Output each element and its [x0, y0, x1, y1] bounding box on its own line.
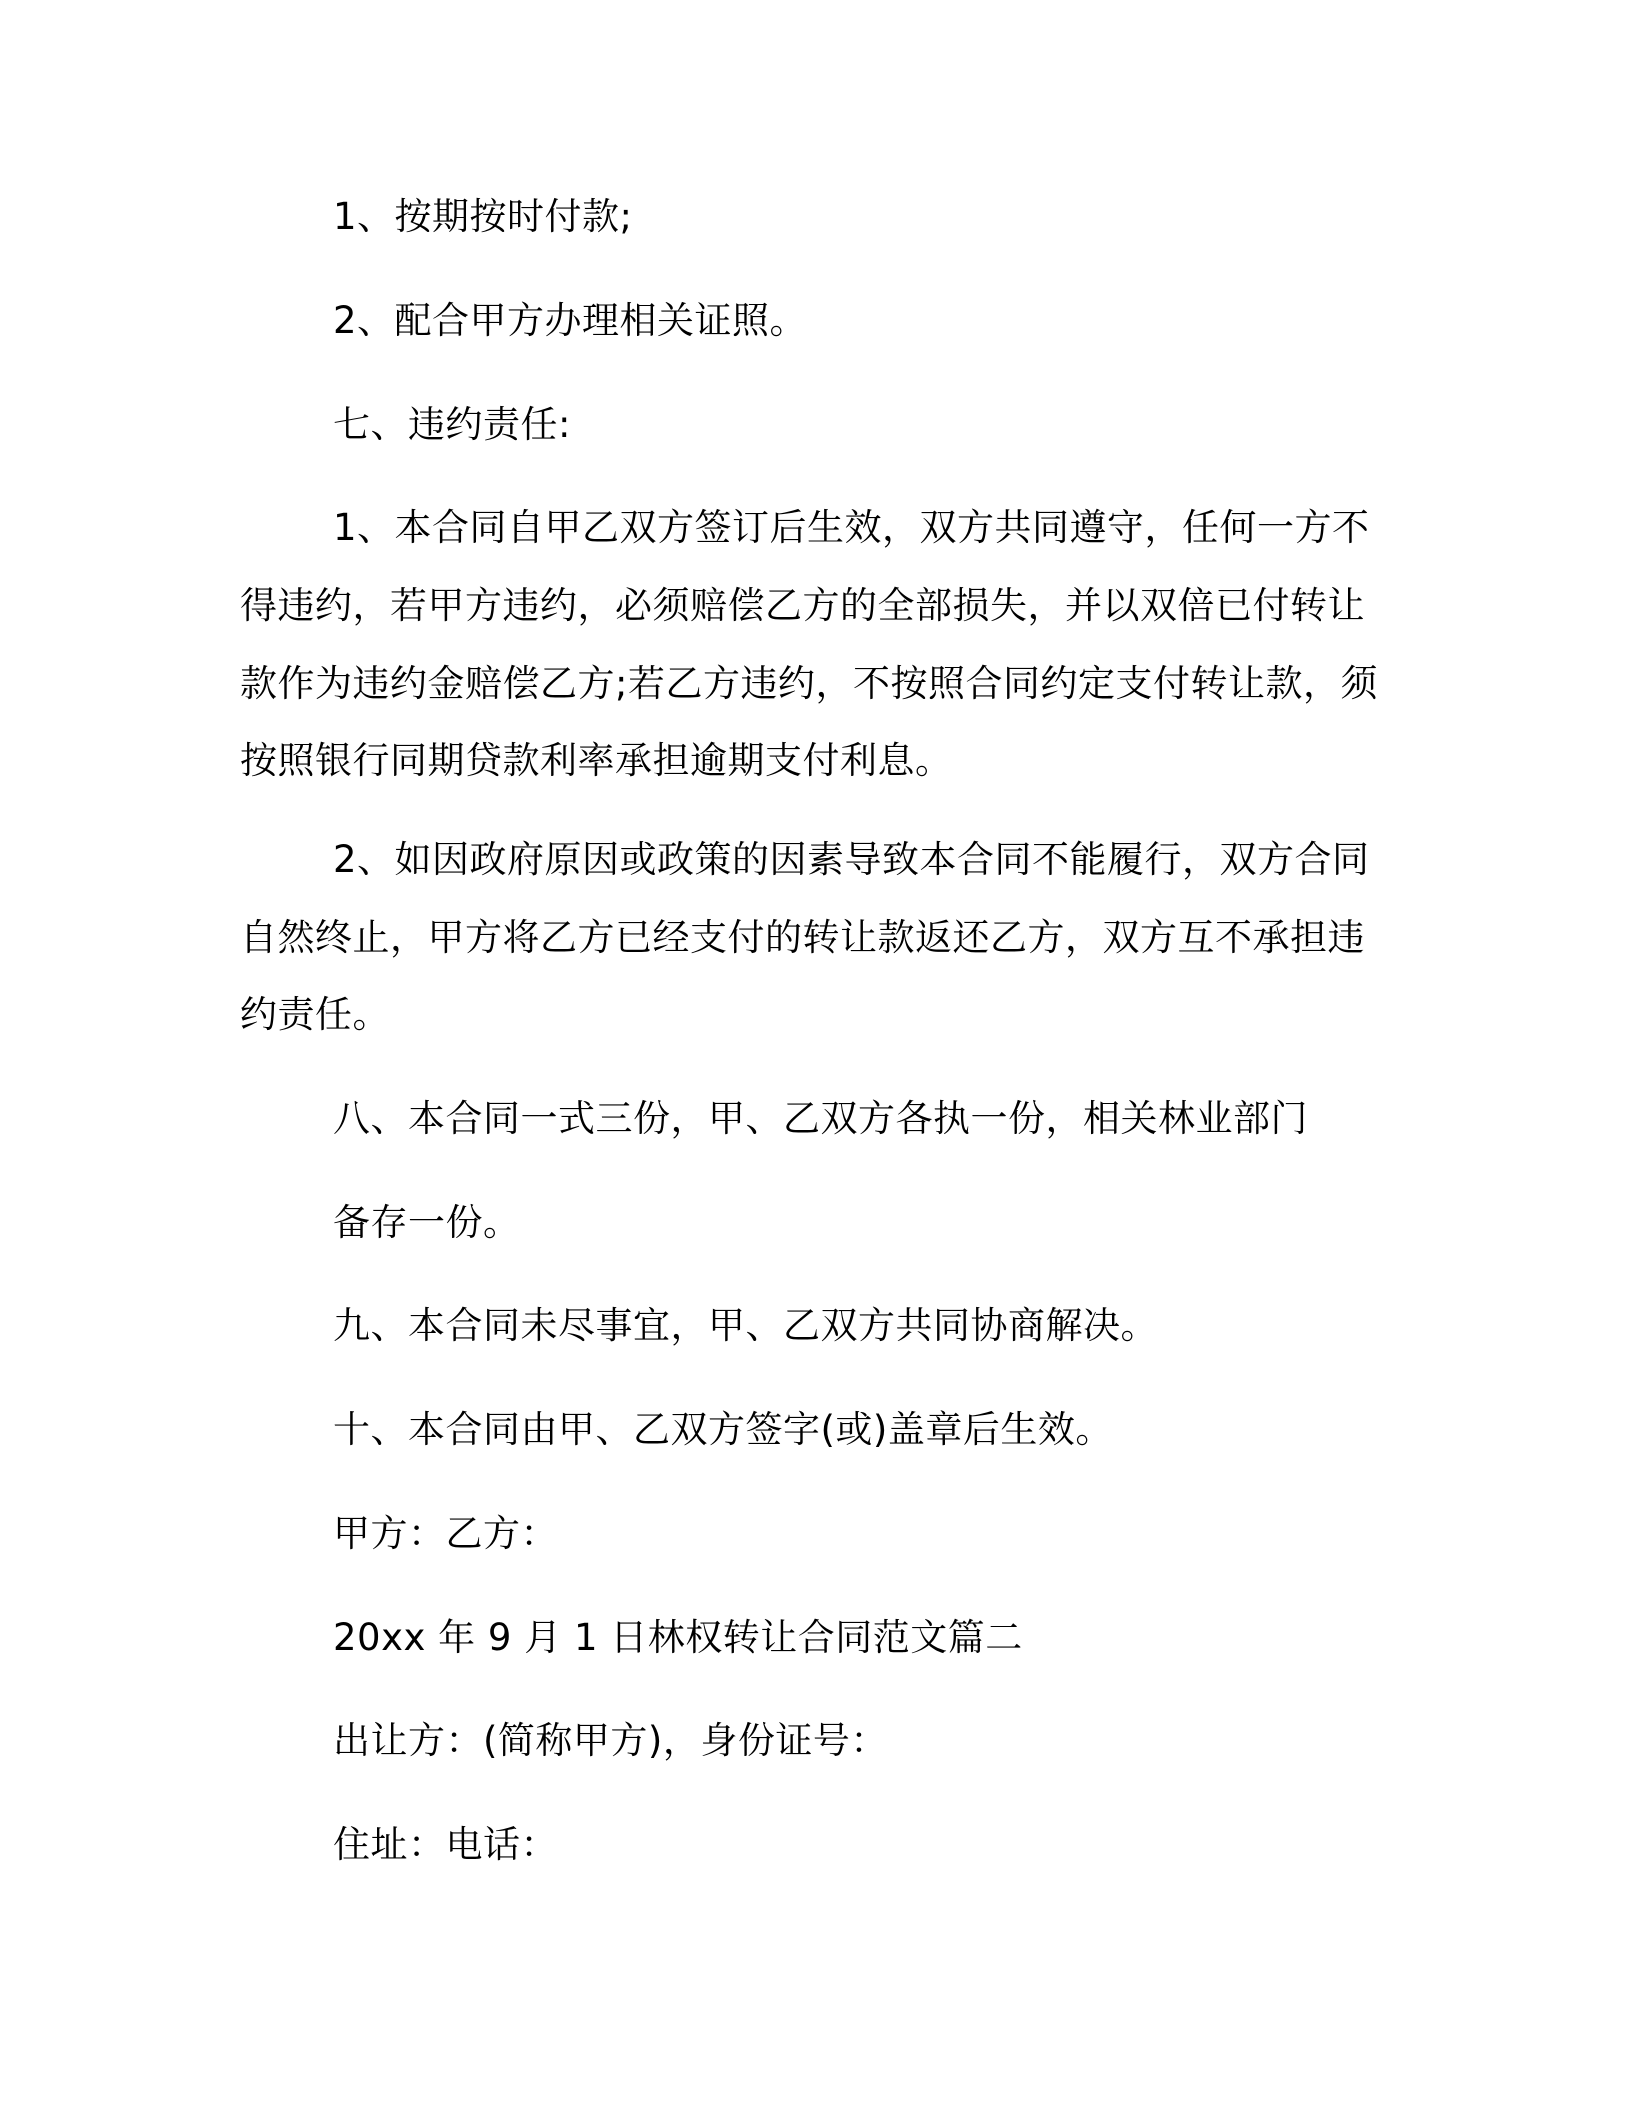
text-line: 八、本合同一式三份，甲、乙双方各执一份，相关林业部门 [333, 1097, 1308, 1140]
text-line: 款作为违约金赔偿乙方;若乙方违约，不按照合同约定支付转让款，须 [240, 662, 1378, 705]
text-line: 自然终止，甲方将乙方已经支付的转让款返还乙方，双方互不承担违 [240, 916, 1365, 959]
text-line: 住址：电话： [333, 1823, 558, 1866]
signature-line: 甲方：乙方： [333, 1512, 558, 1555]
text-line: 1、本合同自甲乙双方签订后生效，双方共同遵守，任何一方不 [333, 506, 1370, 549]
text-line: 出让方：(简称甲方)，身份证号： [333, 1719, 888, 1762]
text-line: 备存一份。 [333, 1201, 521, 1244]
section-heading: 七、违约责任: [333, 403, 571, 446]
text-line: 1、按期按时付款; [333, 195, 633, 238]
text-line: 十、本合同由甲、乙双方签字(或)盖章后生效。 [333, 1408, 1113, 1451]
text-line: 2、配合甲方办理相关证照。 [333, 299, 808, 342]
text-line: 约责任。 [240, 993, 390, 1036]
text-line: 按照银行同期贷款利率承担逾期支付利息。 [240, 739, 953, 782]
text-line: 九、本合同未尽事宜，甲、乙双方共同协商解决。 [333, 1304, 1158, 1347]
text-line: 得违约，若甲方违约，必须赔偿乙方的全部损失，并以双倍已付转让 [240, 584, 1365, 627]
date-title-line: 20xx 年 9 月 1 日林权转让合同范文篇二 [333, 1616, 1023, 1659]
text-line: 2、如因政府原因或政策的因素导致本合同不能履行，双方合同 [333, 838, 1370, 881]
